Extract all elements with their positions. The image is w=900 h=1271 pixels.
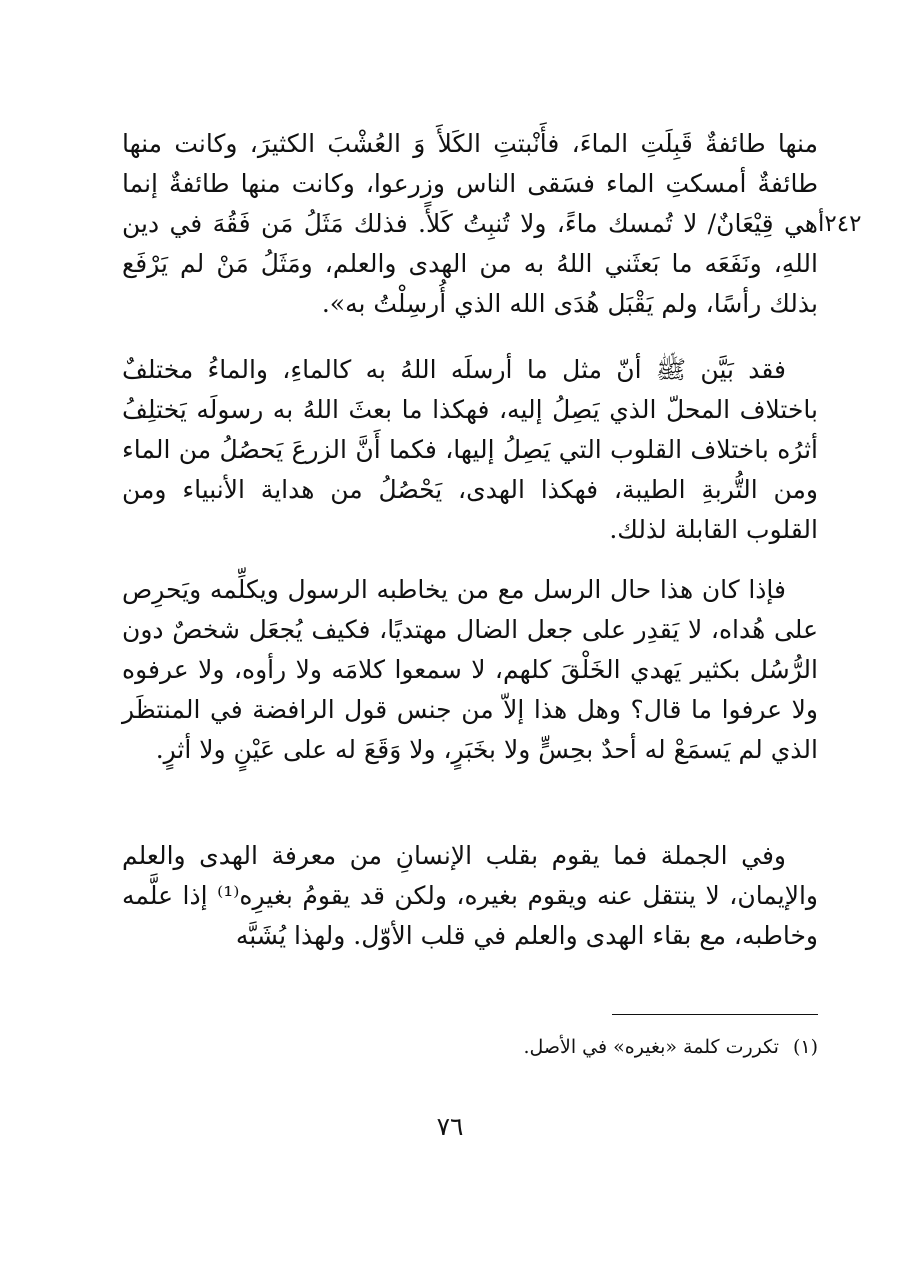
body-paragraph-3 [122,570,818,770]
footnote-text: تكررت كلمة «بغيره» في الأصل. [523,1036,779,1058]
footnote-separator [612,1014,818,1015]
paragraph-text: منها طائفةٌ قَبِلَتِ الماءَ، فأَنْبتتِ الكَلأَ وَ العُشْبَ الكثيرَ، وكانت منها طائفةٌ أمسكتِ الماء فسَقى الناس وزرعوا، وكانت منها طائفةٌ إنما هي قِيْعَانٌ/ لا تُمسك ماءً، ولا تُنبِتُ كَلأً. فذلك مَثَلُ مَن فَقُهَ في دين اللهِ، ونَفَعَه ما بَعثَني اللهُ به من الهدى والعلم، ومَثَلُ مَنْ لم يَرْفَع بذلك رأسًا، ولم يَقْبَل هُدَى الله الذي أُرسِلْتُ به». [122,129,818,318]
body-paragraph-4 [122,836,818,956]
body-paragraph-2 [122,350,818,550]
paragraph-text: فإذا كان هذا حال الرسل مع من يخاطبه الرسول ويكلِّمه ويَحرِص على هُداه، لا يَقدِر على جعل الضال مهتديًا، فكيف يُجعَل شخصٌ دون الرُّسُل بكثير يَهدي الخَلْقَ كلهم، لا سمعوا كلامَه ولا رأوه، ولا عرفوه ولا عرفوا ما قال؟ وهل هذا إلاّ من جنس قول الرافضة في المنتظَر الذي لم يَسمَعْ له أحدٌ بحِسٍّ ولا بخَبَرٍ، ولا وَقَعَ له على عَيْنٍ ولا أثرٍ. [122,575,818,764]
page-number: ٧٦ [436,1112,464,1141]
paragraph-text: فقد بَيَّن ﷺ أنّ مثل ما أرسلَه اللهُ به كالماءِ، والماءُ مختلفٌ باختلاف المحلّ الذي يَصِلُ إليه، فهكذا ما بعثَ اللهُ به رسولَه يَختلِفُ أثرُه باختلاف القلوب التي يَصِلُ إليها، فكما أَنَّ الزرعَ يَحصُلُ من الماء ومن التُّربةِ الطيبة، فهكذا الهدى، يَحْصُلُ من هداية الأنبياء ومن القلوب القابلة لذلك. [122,355,818,544]
footnote [300,1032,818,1062]
footnote-number: (١) [792,1036,818,1058]
paragraph-text: وفي الجملة فما يقوم بقلب الإنسانِ من معرفة الهدى والعلم والإيمان، لا ينتقل عنه ويقوم بغيره، ولكن قد يقومُ بغيرِه⁽¹⁾ إذا علَّمه وخاطبه، مع بقاء الهدى والعلم في قلب الأوّل. ولهذا يُشَبَّه [122,841,818,950]
body-paragraph-1 [122,124,818,324]
manuscript-folio-reference: ٢٤٢أ [818,211,862,237]
